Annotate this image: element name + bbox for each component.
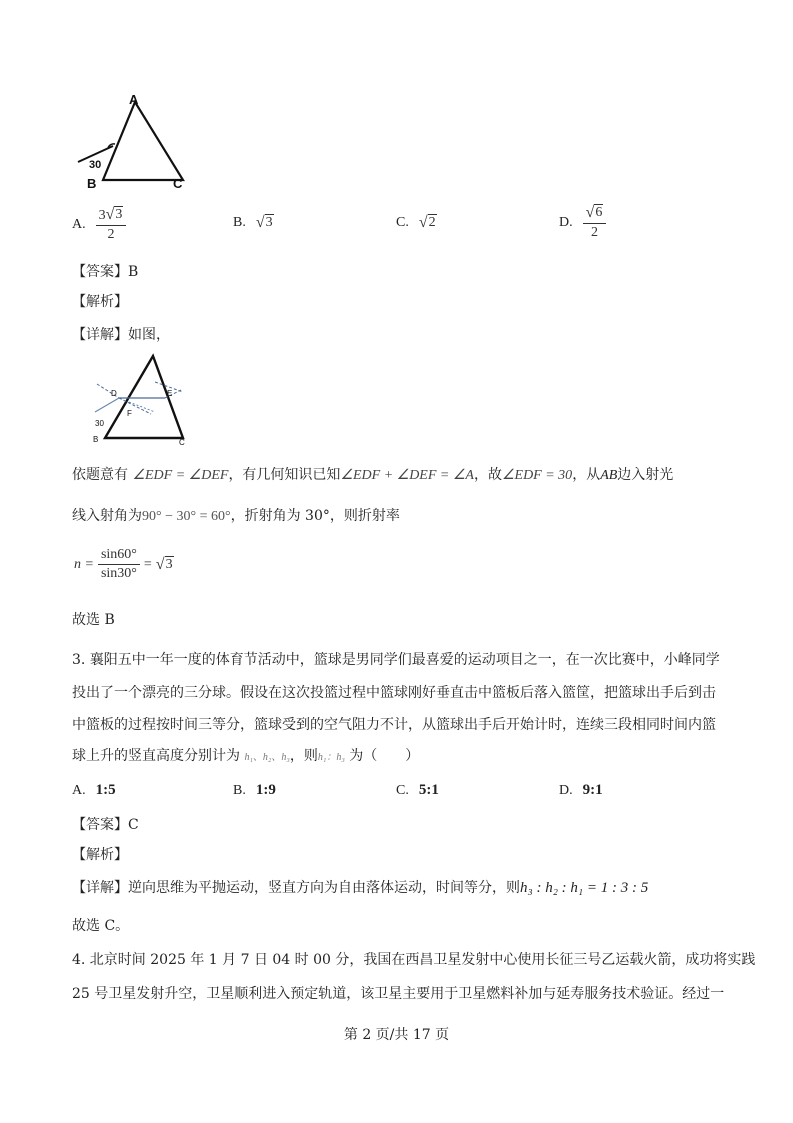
q2-conclusion: 故选 B: [72, 612, 115, 628]
q3-analysis: 【解析】: [72, 847, 128, 863]
q2-explain-line-1: 依题意有 ∠EDF = ∠DEF，有几何知识已知∠EDF + ∠DEF = ∠A，故∠EDF = 30，从AB边入射光: [72, 467, 674, 483]
q3-line-4: 球上升的竖直高度分别计为 h₁、h₂、h₃，则h₁：h₃ 为（ ）: [72, 748, 420, 764]
fig1-vertex-c: C: [173, 176, 183, 191]
q3-line-3: 中篮板的过程按时间三等分，篮球受到的空气阻力不计，从篮球出手后开始计时，连续三段相同时间内篮: [72, 717, 716, 733]
fig2-point-d: D: [111, 389, 117, 398]
q3-answer: 【答案】C: [72, 817, 139, 833]
q2-option-d: D. √ 6 2: [559, 204, 606, 242]
q3-option-a: A. 1:5: [72, 782, 116, 798]
fig1-vertex-a: A: [129, 92, 139, 107]
page-footer: 第 2 页/共 17 页: [343, 1027, 450, 1043]
fig2-vertex-c: C: [179, 438, 185, 447]
q3-option-d: D. 9:1: [559, 782, 603, 798]
q3-detail: 【详解】逆向思维为平抛运动，竖直方向为自由落体运动，时间等分，则h₃ : h₂ : h₁ = 1 : 3 : 5: [72, 880, 649, 896]
q4-line-1: 4. 北京时间 2025 年 1 月 7 日 04 时 00 分，我国在西昌卫星发射中心使用长征三号乙运载火箭，成功将实践: [72, 952, 756, 968]
q3-conclusion: 故选 C。: [72, 918, 130, 934]
triangle-figure-1: [75, 92, 195, 192]
q3-line-2: 投出了一个漂亮的三分球。假设在这次投篮过程中篮球刚好垂直击中篮板后落入篮筐，把篮球出手后到击: [72, 685, 716, 701]
q2-option-c: C. √ 2: [396, 214, 436, 231]
fig2-vertex-b: B: [93, 435, 99, 444]
q2-answer: 【答案】B: [72, 264, 139, 280]
fig1-vertex-b: B: [87, 176, 97, 191]
q4-line-2: 25 号卫星发射升空，卫星顺利进入预定轨道，该卫星主要用于卫星燃料补加与延寿服务技术验证。经过一: [72, 986, 725, 1002]
q2-option-b: B. √ 3: [233, 214, 273, 231]
q2-option-a: A. 3 √ 3 2: [72, 206, 126, 244]
q2-analysis: 【解析】: [72, 294, 128, 310]
fig2-point-f: F: [127, 409, 132, 418]
q2-explain-line-2: 线入射角为90° − 30° = 60°，折射角为 30°，则折射率: [72, 508, 400, 524]
fig1-angle-label: 30: [89, 159, 102, 171]
q3-line-1: 3. 襄阳五中一年一度的体育节活动中，篮球是男同学们最喜爱的运动项目之一，在一次比赛中，小峰同学: [72, 652, 720, 668]
fig2-angle-label: 30: [95, 419, 104, 428]
triangle-figure-2: [85, 352, 195, 447]
q3-option-c: C. 5:1: [396, 782, 439, 798]
q3-option-b: B. 1:9: [233, 782, 276, 798]
fig2-point-e: E: [167, 389, 173, 398]
q2-detail: 【详解】如图，: [72, 327, 170, 343]
refraction-formula: n = $\frac{\sin 60^\circ}{\sin 30^\circ}$ = √ 3: [74, 547, 173, 581]
